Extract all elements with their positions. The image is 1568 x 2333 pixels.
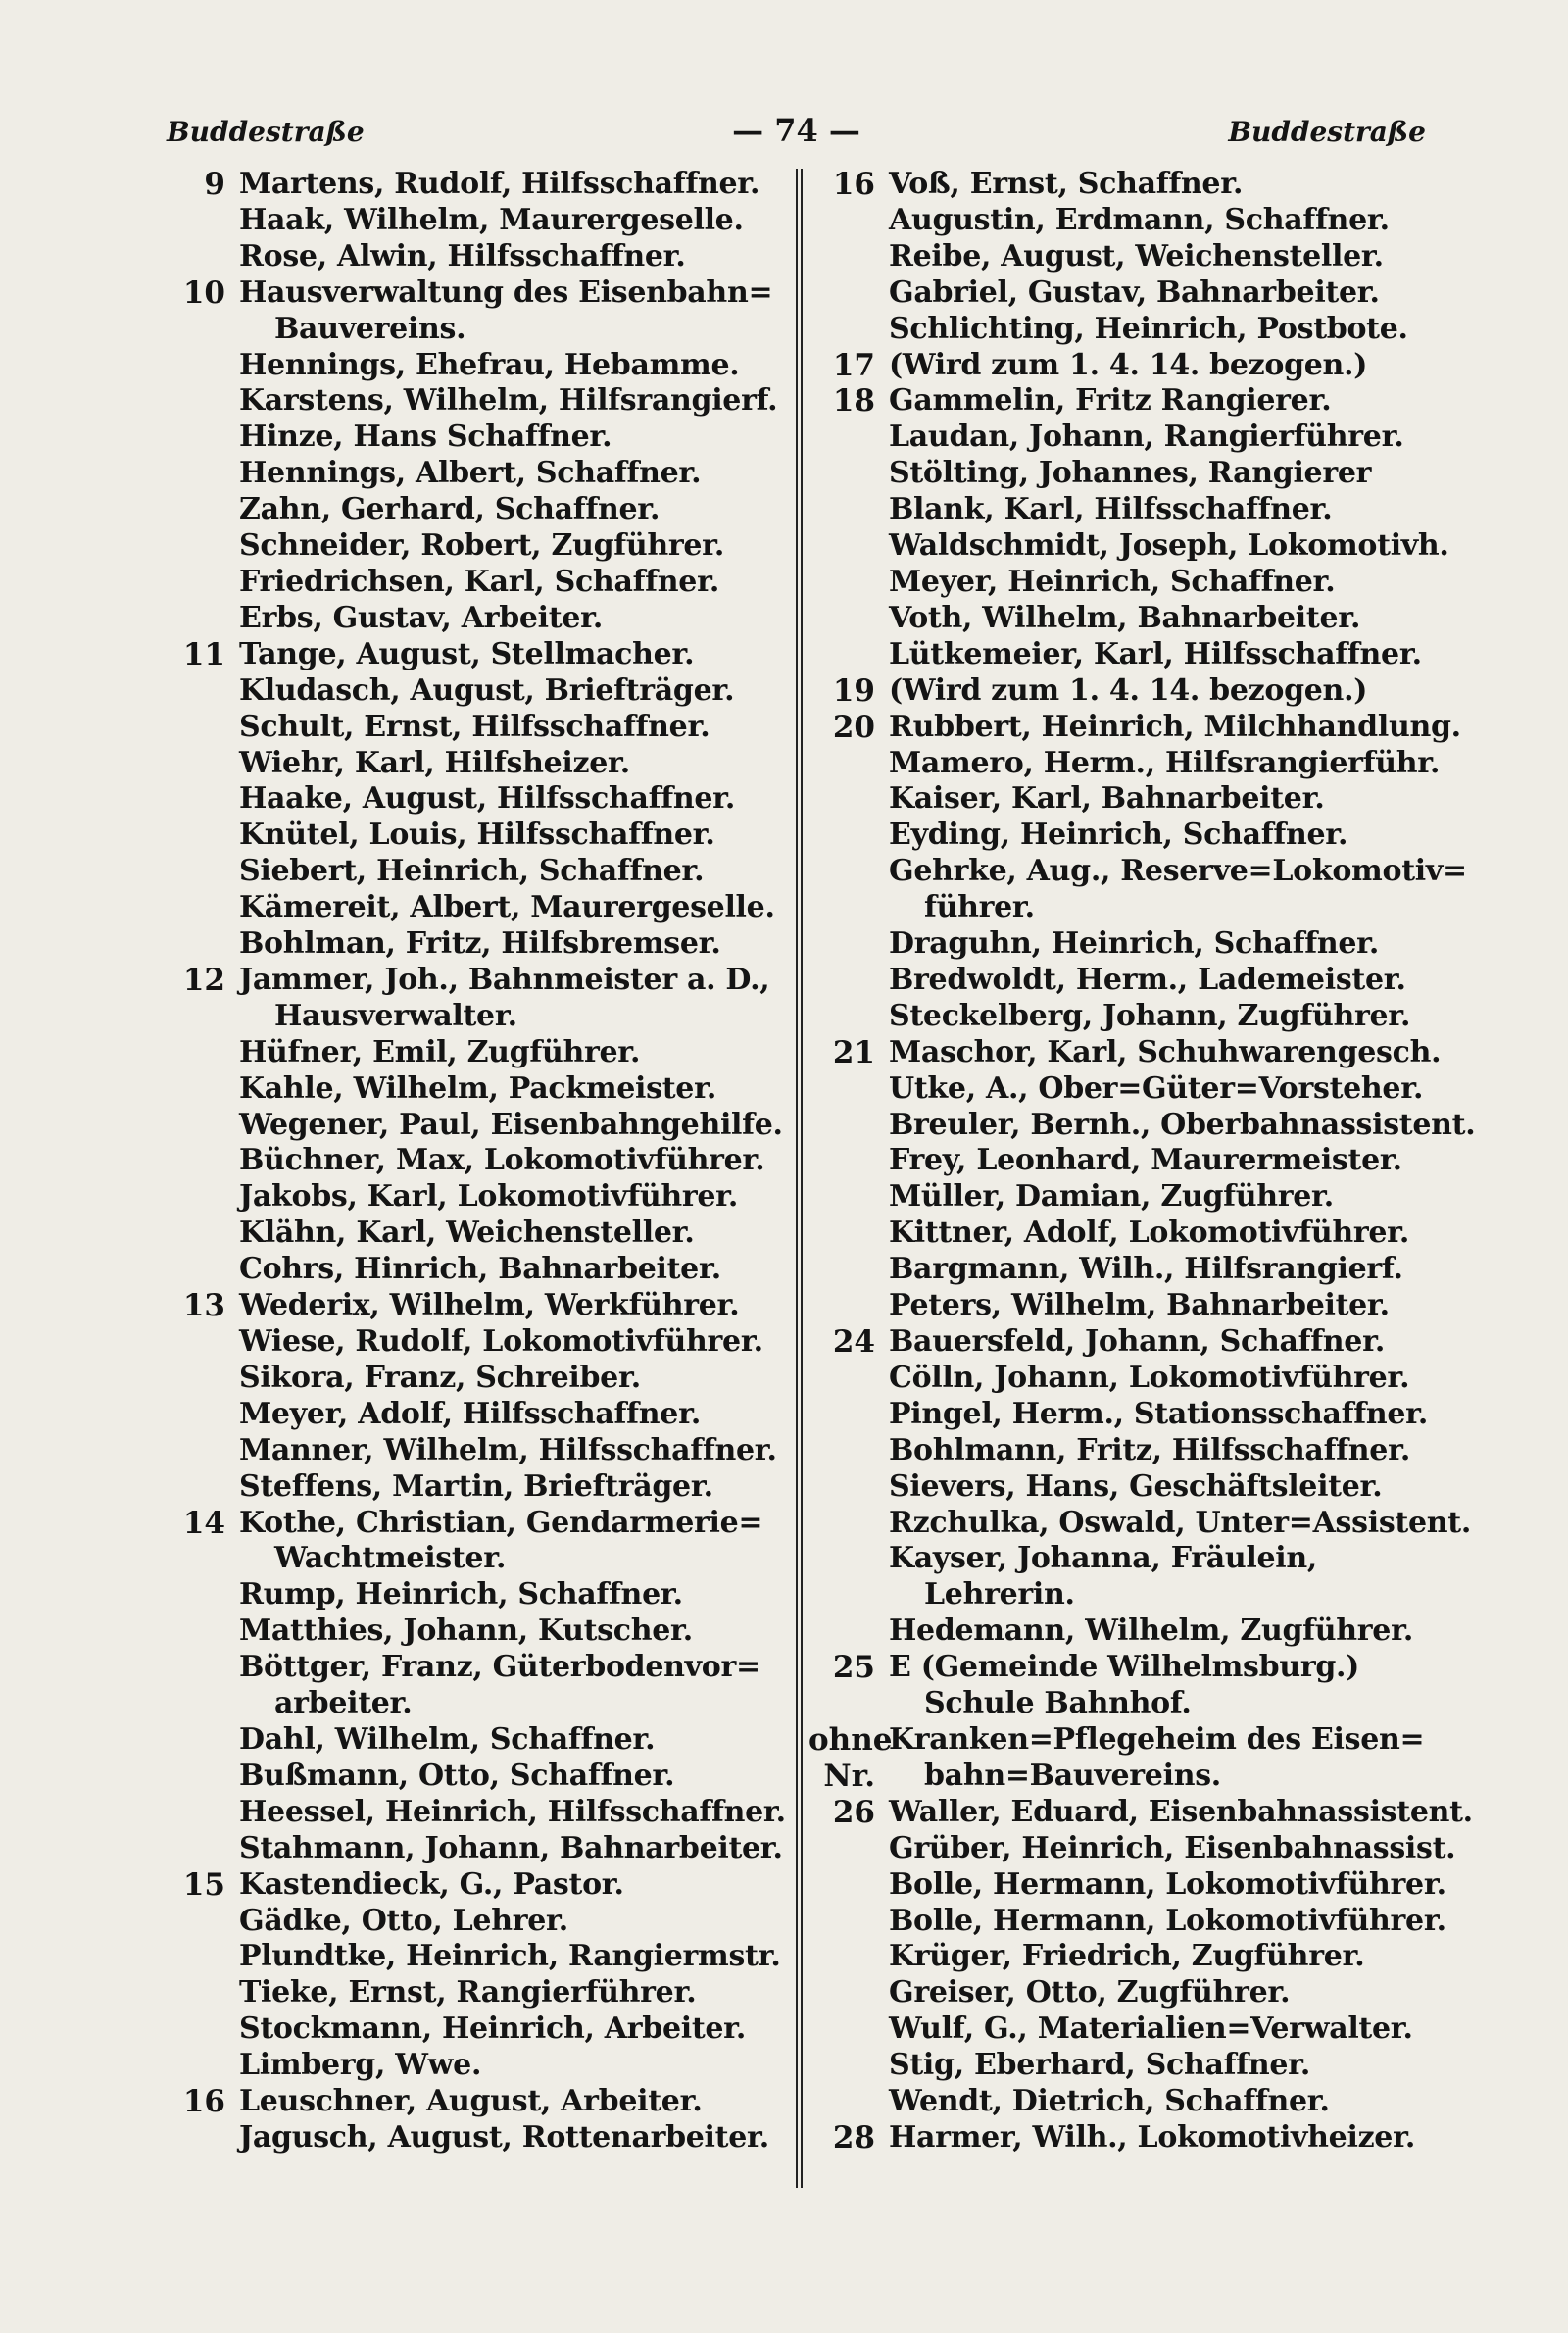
resident-entry: Hüfner, Emil, Zugführer. xyxy=(239,1034,641,1069)
house-number-group xyxy=(167,1506,784,1867)
resident-entry: Draguhn, Heinrich, Schaffner. xyxy=(889,926,1380,962)
house-number-group xyxy=(808,1794,1473,2120)
resident-entry: Leuschner, August, Arbeiter. xyxy=(239,2084,703,2119)
resident-entry: Kahle, Wilhelm, Packmeister. xyxy=(239,1070,716,1106)
resident-entry: Rzchulka, Oswald, Unter=Assistent. xyxy=(889,1505,1471,1540)
house-number: 12 xyxy=(182,962,225,998)
resident-list xyxy=(889,1035,1475,1324)
resident-entry: Gädke, Otto, Lehrer. xyxy=(239,1903,568,1938)
resident-entry: Blank, Karl, Hilfsschaffner. xyxy=(889,492,1333,527)
resident-entry: Heessel, Heinrich, Hilfsschaffner. xyxy=(239,1794,786,1829)
house-number-group xyxy=(808,709,1467,1035)
resident-entry: Tange, August, Stellmacher. xyxy=(239,636,695,671)
resident-entry: Reibe, August, Weichensteller. xyxy=(889,238,1384,273)
house-number-group xyxy=(808,673,1436,710)
resident-entry: Kranken=Pflegeheim des Eisen= xyxy=(889,1721,1425,1757)
resident-entry: Stölting, Johannes, Rangierer xyxy=(889,456,1372,491)
resident-entry: Wendt, Dietrich, Schaffner. xyxy=(889,2084,1330,2119)
resident-entry: Kludasch, August, Briefträger. xyxy=(239,672,735,708)
resident-entry: Pingel, Herm., Stationsschaffner. xyxy=(889,1396,1429,1431)
house-number-group xyxy=(167,275,784,637)
resident-list xyxy=(889,348,1436,384)
right-column xyxy=(808,167,1476,2157)
resident-entry: Waller, Eduard, Eisenbahnassistent. xyxy=(889,1794,1473,1829)
resident-entry: Tieke, Ernst, Rangierführer. xyxy=(239,1975,697,2010)
resident-entry: Meyer, Heinrich, Schaffner. xyxy=(889,564,1336,599)
resident-entry: Gabriel, Gustav, Bahnarbeiter. xyxy=(889,274,1380,310)
house-number: 19 xyxy=(832,672,875,709)
house-number-group xyxy=(808,348,1436,384)
resident-entry: Waldschmidt, Joseph, Lokomotivh. xyxy=(889,528,1449,564)
resident-entry: Voth, Wilhelm, Bahnarbeiter. xyxy=(889,600,1361,635)
resident-entry: Hedemann, Wilhelm, Zugführer. xyxy=(889,1613,1413,1649)
resident-entry: Bohlman, Fritz, Hilfsbremser. xyxy=(239,926,721,962)
resident-entry: (Wird zum 1. 4. 14. bezogen.) xyxy=(889,672,1368,708)
resident-entry: Martens, Rudolf, Hilfsschaffner. xyxy=(239,167,760,201)
house-number: 18 xyxy=(832,383,875,420)
house-number: 21 xyxy=(832,1034,875,1070)
resident-list xyxy=(889,1650,1436,1722)
resident-entry: Stig, Eberhard, Schaffner. xyxy=(889,2048,1311,2083)
resident-entry: Lütkemeier, Karl, Hilfsschaffner. xyxy=(889,636,1422,671)
resident-entry: Cölln, Johann, Lokomotivführer. xyxy=(889,1360,1410,1395)
house-number: 14 xyxy=(182,1505,225,1541)
resident-list xyxy=(889,673,1436,710)
resident-entry: Rump, Heinrich, Schaffner. xyxy=(239,1577,683,1613)
resident-entry: Jagusch, August, Rottenarbeiter. xyxy=(239,2119,769,2155)
page-header xyxy=(167,108,1426,157)
resident-entry: Bargmann, Wilh., Hilfsrangierf. xyxy=(889,1252,1403,1287)
resident-entry: Wederix, Wilhelm, Werkführer. xyxy=(239,1288,740,1323)
resident-list xyxy=(239,275,784,637)
house-number: 10 xyxy=(182,274,225,311)
resident-list xyxy=(889,1722,1436,1795)
resident-entry: Gehrke, Aug., Reserve=Lokomotiv= xyxy=(889,854,1467,889)
resident-entry: Jakobs, Karl, Lokomotivführer. xyxy=(239,1179,739,1215)
resident-list xyxy=(889,1324,1471,1650)
entry-continuation: bahn=Bauvereins. xyxy=(924,1758,1221,1793)
resident-entry: Stahmann, Johann, Bahnarbeiter. xyxy=(239,1830,783,1865)
resident-entry: Knütel, Louis, Hilfsschaffner. xyxy=(239,818,715,853)
entry-continuation: Schule Bahnhof. xyxy=(924,1686,1192,1721)
resident-entry: Stockmann, Heinrich, Arbeiter. xyxy=(239,2011,747,2047)
house-number-group xyxy=(167,1867,784,2084)
resident-entry: Hinze, Hans Schaffner. xyxy=(239,420,612,455)
resident-list xyxy=(889,1795,1473,2120)
resident-entry: Wulf, G., Materialien=Verwalter. xyxy=(889,2011,1413,2047)
resident-entry: Wiehr, Karl, Hilfsheizer. xyxy=(239,745,630,780)
resident-entry: Meyer, Adolf, Hilfsschaffner. xyxy=(239,1396,701,1431)
house-number-group xyxy=(808,1034,1476,1324)
resident-entry: Zahn, Gerhard, Schaffner. xyxy=(239,492,661,527)
resident-entry: Cohrs, Hinrich, Bahnarbeiter. xyxy=(239,1252,721,1287)
house-number: 9 xyxy=(204,167,225,202)
resident-entry: Greiser, Otto, Zugführer. xyxy=(889,1975,1291,2010)
resident-entry: Matthies, Johann, Kutscher. xyxy=(239,1613,693,1649)
resident-list xyxy=(889,2120,1436,2157)
resident-list xyxy=(239,963,784,1288)
resident-entry: Jammer, Joh., Bahnmeister a. D., xyxy=(239,962,770,997)
resident-entry: Kayser, Johanna, Fräulein, xyxy=(889,1541,1318,1576)
resident-entry: Frey, Leonhard, Maurermeister. xyxy=(889,1143,1402,1178)
house-number: ohne Nr. xyxy=(808,1721,893,1794)
resident-list xyxy=(239,637,784,963)
house-number-group xyxy=(167,963,784,1288)
running-head-right: Buddestraße xyxy=(1228,116,1426,148)
house-number: 24 xyxy=(832,1324,875,1360)
resident-list xyxy=(239,1288,784,1505)
resident-entry: Plundtke, Heinrich, Rangiermstr. xyxy=(239,1939,781,1974)
resident-entry: Laudan, Johann, Rangierführer. xyxy=(889,420,1404,455)
house-number: 16 xyxy=(182,2084,225,2120)
resident-list xyxy=(239,1867,784,2084)
resident-entry: Müller, Damian, Zugführer. xyxy=(889,1179,1334,1215)
resident-entry: Steckelberg, Johann, Zugführer. xyxy=(889,998,1411,1033)
house-number-group xyxy=(167,637,784,963)
house-number: 26 xyxy=(832,1794,875,1830)
resident-entry: Sikora, Franz, Schreiber. xyxy=(239,1360,641,1395)
entry-continuation: Bauvereins. xyxy=(274,311,466,346)
resident-entry: Bolle, Hermann, Lokomotivführer. xyxy=(889,1866,1446,1902)
resident-entry: Büchner, Max, Lokomotivführer. xyxy=(239,1143,765,1178)
resident-entry: Maschor, Karl, Schuhwarengesch. xyxy=(889,1034,1442,1069)
house-number-group xyxy=(808,1722,1436,1795)
resident-entry: Peters, Wilhelm, Bahnarbeiter. xyxy=(889,1288,1390,1323)
house-number-group xyxy=(808,2120,1436,2157)
resident-entry: E (Gemeinde Wilhelmsburg.) xyxy=(889,1650,1360,1685)
resident-entry: Kämereit, Albert, Maurergeselle. xyxy=(239,890,775,925)
resident-list xyxy=(889,383,1449,672)
house-number-group xyxy=(167,167,784,275)
resident-entry: Voß, Ernst, Schaffner. xyxy=(889,167,1244,201)
resident-entry: Siebert, Heinrich, Schaffner. xyxy=(239,854,705,889)
column-divider xyxy=(796,169,803,2188)
resident-entry: Bredwoldt, Herm., Lademeister. xyxy=(889,962,1406,997)
resident-entry: Schlichting, Heinrich, Postbote. xyxy=(889,311,1408,346)
resident-entry: Breuler, Bernh., Oberbahnassistent. xyxy=(889,1107,1476,1142)
resident-entry: Kittner, Adolf, Lokomotivführer. xyxy=(889,1216,1410,1251)
resident-entry: Wegener, Paul, Eisenbahngehilfe. xyxy=(239,1107,783,1142)
resident-entry: Erbs, Gustav, Arbeiter. xyxy=(239,600,604,635)
resident-entry: Manner, Wilhelm, Hilfsschaffner. xyxy=(239,1432,777,1467)
resident-entry: Karstens, Wilhelm, Hilfsrangierf. xyxy=(239,383,778,419)
resident-entry: Hausverwaltung des Eisenbahn= xyxy=(239,274,773,310)
resident-entry: Haak, Wilhelm, Maurergeselle. xyxy=(239,202,744,237)
resident-entry: Dahl, Wilhelm, Schaffner. xyxy=(239,1721,656,1757)
resident-entry: Bauersfeld, Johann, Schaffner. xyxy=(889,1324,1385,1359)
resident-entry: Mamero, Herm., Hilfsrangierführ. xyxy=(889,745,1441,780)
resident-entry: Bolle, Hermann, Lokomotivführer. xyxy=(889,1903,1446,1938)
resident-list xyxy=(889,167,1436,348)
left-column xyxy=(167,167,784,2157)
resident-entry: Bohlmann, Fritz, Hilfsschaffner. xyxy=(889,1432,1410,1467)
resident-entry: Limberg, Wwe. xyxy=(239,2048,482,2083)
resident-entry: (Wird zum 1. 4. 14. bezogen.) xyxy=(889,347,1368,382)
resident-entry: Augustin, Erdmann, Schaffner. xyxy=(889,202,1390,237)
entry-continuation: Lehrerin. xyxy=(924,1577,1075,1613)
resident-entry: Böttger, Franz, Güterbodenvor= xyxy=(239,1650,760,1685)
house-number-group xyxy=(808,167,1436,348)
resident-entry: Hennings, Ehefrau, Hebamme. xyxy=(239,347,740,382)
resident-entry: Klähn, Karl, Weichensteller. xyxy=(239,1216,695,1251)
resident-list xyxy=(239,167,784,275)
house-number-group xyxy=(808,383,1449,672)
resident-entry: Kothe, Christian, Gendarmerie= xyxy=(239,1505,763,1540)
resident-entry: Wiese, Rudolf, Lokomotivführer. xyxy=(239,1324,763,1359)
resident-entry: Schneider, Robert, Zugführer. xyxy=(239,528,725,564)
entry-continuation: führer. xyxy=(924,890,1035,925)
resident-entry: Grüber, Heinrich, Eisenbahnassist. xyxy=(889,1830,1456,1865)
resident-list xyxy=(239,1506,786,1867)
page-number: — 74 — xyxy=(732,112,860,149)
house-number: 13 xyxy=(182,1288,225,1324)
house-number: 16 xyxy=(832,167,875,202)
resident-entry: Steffens, Martin, Briefträger. xyxy=(239,1468,713,1504)
resident-entry: Rubbert, Heinrich, Milchhandlung. xyxy=(889,709,1461,744)
house-number: 25 xyxy=(832,1650,875,1686)
resident-entry: Eyding, Heinrich, Schaffner. xyxy=(889,818,1348,853)
resident-entry: Utke, A., Ober=Güter=Vorsteher. xyxy=(889,1070,1424,1106)
house-number-group xyxy=(167,2084,784,2157)
house-number: 11 xyxy=(182,636,225,672)
resident-entry: Hennings, Albert, Schaffner. xyxy=(239,456,702,491)
resident-list xyxy=(239,2084,784,2157)
resident-entry: Gammelin, Fritz Rangierer. xyxy=(889,383,1332,419)
resident-entry: Schult, Ernst, Hilfsschaffner. xyxy=(239,709,710,744)
resident-entry: Haake, August, Hilfsschaffner. xyxy=(239,781,736,817)
resident-entry: Kastendieck, G., Pastor. xyxy=(239,1866,624,1902)
resident-entry: Krüger, Friedrich, Zugführer. xyxy=(889,1939,1365,1974)
house-number-group xyxy=(808,1650,1436,1722)
entry-continuation: Wachtmeister. xyxy=(274,1541,507,1576)
house-number-group xyxy=(167,1288,784,1505)
entry-continuation: Hausverwalter. xyxy=(274,998,517,1033)
house-number-group xyxy=(808,1324,1471,1650)
house-number: 15 xyxy=(182,1866,225,1903)
resident-entry: Sievers, Hans, Geschäftsleiter. xyxy=(889,1468,1383,1504)
resident-entry: Friedrichsen, Karl, Schaffner. xyxy=(239,564,719,599)
running-head-left: Buddestraße xyxy=(167,116,365,148)
entry-continuation: arbeiter. xyxy=(274,1686,413,1721)
resident-entry: Harmer, Wilh., Lokomotivheizer. xyxy=(889,2119,1415,2155)
house-number: 17 xyxy=(832,347,875,383)
resident-entry: Rose, Alwin, Hilfsschaffner. xyxy=(239,238,686,273)
resident-entry: Bußmann, Otto, Schaffner. xyxy=(239,1758,675,1793)
resident-entry: Kaiser, Karl, Bahnarbeiter. xyxy=(889,781,1325,817)
house-number: 28 xyxy=(832,2119,875,2156)
resident-list xyxy=(889,710,1467,1035)
house-number: 20 xyxy=(832,709,875,745)
